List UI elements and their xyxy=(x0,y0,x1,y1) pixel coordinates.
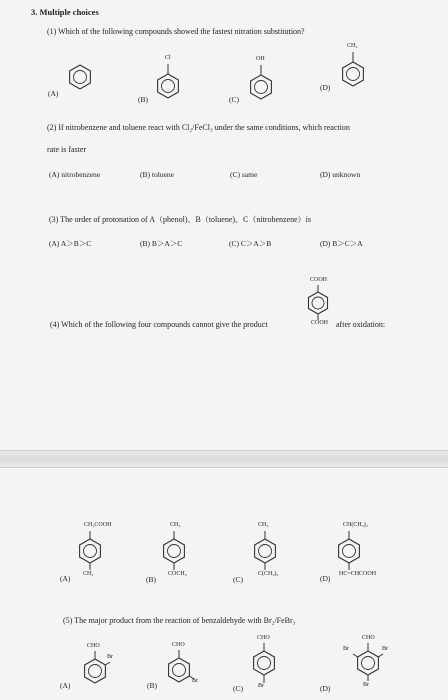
q2-text-line1: (2) If nitrobenzene and toluene react with Cl₂/FeCl₃ under the same conditions, which reaction xyxy=(47,123,350,132)
q5-a-top-group: CHO xyxy=(87,643,100,649)
q5-d-top-group: CHO xyxy=(362,635,375,641)
q4-b-structure xyxy=(161,530,187,576)
q2-option-b[interactable]: (B) toluene xyxy=(140,170,174,179)
q2-option-a[interactable]: (A) nitrobenzene xyxy=(49,170,101,179)
q4-c-top-group: CH₃ xyxy=(258,522,269,528)
q5-b-br: Br xyxy=(192,678,198,684)
q5-option-b[interactable]: (B) xyxy=(147,681,157,690)
q5-d-br-bottom: Br xyxy=(363,682,369,688)
section-title: 3. Multiple choices xyxy=(31,7,99,17)
q4-d-structure xyxy=(336,530,362,576)
phenol-structure xyxy=(248,63,274,101)
q4-a-top-group: CH₂COOH xyxy=(84,522,112,528)
q2-text-line2: rate is faster xyxy=(47,145,87,154)
q4-option-b[interactable]: (B) xyxy=(146,575,156,584)
q4-d-top-group: CH(CH₃)₂ xyxy=(343,522,368,528)
q3-text: (3) The order of protonation of A（phenol)、B（toluene)、C（nitrobenzene）is xyxy=(49,215,312,224)
product-top-group: COOH xyxy=(310,277,328,283)
q3-option-d[interactable]: (D) B＞C＞A xyxy=(320,239,363,248)
q5-c-structure xyxy=(251,643,277,687)
q4-d-bottom-group: HC=CHCOOH xyxy=(339,571,377,577)
q4-c-bottom-group: C(CH₃)₃ xyxy=(258,571,279,577)
q5-option-a[interactable]: (A) xyxy=(60,681,71,690)
q3-option-a[interactable]: (A) A＞B＞C xyxy=(49,239,92,248)
q1-option-b[interactable]: (B) xyxy=(138,95,148,104)
q5-d-br-left: Br xyxy=(343,646,349,652)
q4-option-a[interactable]: (A) xyxy=(60,574,71,583)
q4-a-structure xyxy=(77,530,103,576)
q5-text: (5) The major product from the reaction of benzaldehyde with Br₂/FeBr₃ xyxy=(63,616,296,625)
product-bottom-group: COOH xyxy=(311,320,329,326)
q4-c-structure xyxy=(252,530,278,576)
q1-option-d[interactable]: (D) xyxy=(320,83,331,92)
q4-option-c[interactable]: (C) xyxy=(233,575,243,584)
q5-option-c[interactable]: (C) xyxy=(233,684,243,693)
q5-c-top-group: CHO xyxy=(257,635,270,641)
q5-d-br-right: Br xyxy=(382,646,388,652)
q4-b-bottom-group: COCH₃ xyxy=(168,571,187,577)
q1-d-substituent: CH₃ xyxy=(347,43,358,49)
benzene-ring-q1-a xyxy=(67,64,93,90)
q3-option-c[interactable]: (C) C＞A＞B xyxy=(229,239,272,248)
q4-text: (4) Which of the following four compounds cannot give the product xyxy=(50,320,268,329)
q3-option-b[interactable]: (B) B＞A＞C xyxy=(140,239,183,248)
q4-text-after: after oxidation: xyxy=(336,320,386,329)
q5-b-top-group: CHO xyxy=(172,642,185,648)
q1-option-a[interactable]: (A) xyxy=(48,89,59,98)
q1-option-c[interactable]: (C) xyxy=(229,95,239,104)
page-separator xyxy=(0,450,448,468)
q5-option-d[interactable]: (D) xyxy=(320,684,331,693)
q4-option-d[interactable]: (D) xyxy=(320,574,331,583)
q5-c-br: Br xyxy=(258,683,264,689)
terephthalic-acid-structure xyxy=(306,284,330,322)
toluene-structure xyxy=(340,50,366,88)
q1-text: (1) Which of the following compounds showed the fastest nitration substitution? xyxy=(47,27,305,36)
q4-b-top-group: CH₃ xyxy=(170,522,181,528)
chlorobenzene-structure xyxy=(155,62,181,100)
q2-option-d[interactable]: (D) unknown xyxy=(320,170,361,179)
q5-a-br: Br xyxy=(107,654,113,660)
q2-option-c[interactable]: (C) same xyxy=(230,170,258,179)
q4-a-bottom-group: CH₃ xyxy=(83,571,94,577)
q1-c-substituent: OH xyxy=(256,56,265,62)
q1-b-substituent: Cl xyxy=(165,55,171,61)
